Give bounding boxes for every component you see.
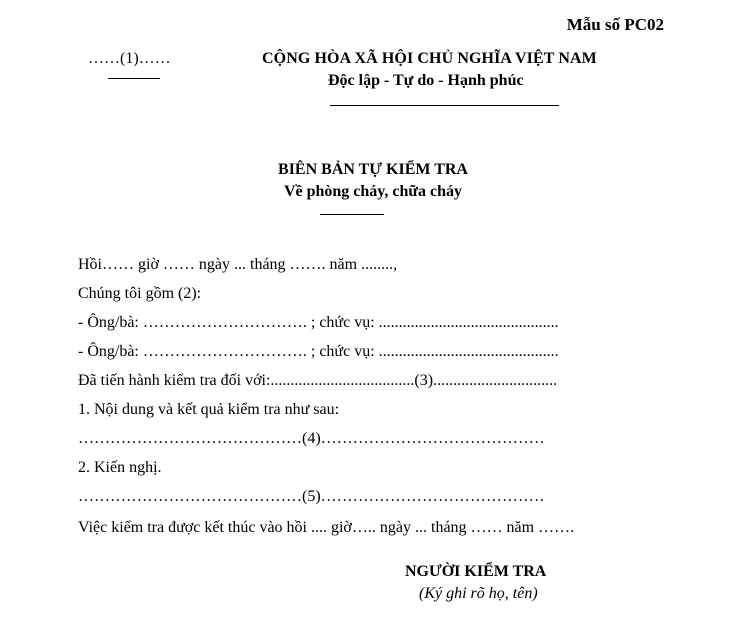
nation-title: CỘNG HÒA XÃ HỘI CHỦ NGHĨA VIỆT NAM: [262, 50, 597, 67]
agency-underline: [108, 78, 160, 79]
document-subtitle: Về phòng cháy, chữa cháy: [283, 183, 463, 200]
agency-name-placeholder: ……(1)……: [88, 50, 171, 67]
members-heading: Chúng tôi gồm (2):: [78, 285, 202, 302]
document-title: BIÊN BẢN TỰ KIỂM TRA: [278, 161, 468, 178]
section-2-content-line: ……………………………………(5)……………………………………: [78, 488, 545, 505]
motto-underline: [330, 105, 559, 106]
member-line-2: - Ông/bà: …………………………. ; chức vụ: .............................................: [78, 343, 559, 360]
member-line-1: - Ông/bà: …………………………. ; chức vụ: .............................................: [78, 314, 559, 331]
signature-title: NGƯỜI KIỂM TRA: [405, 563, 547, 580]
form-code: Mẫu số PC02: [566, 15, 664, 34]
motto: Độc lập - Tự do - Hạnh phúc: [328, 72, 524, 89]
title-underline: [320, 214, 384, 215]
section-1-content-line: ……………………………………(4)……………………………………: [78, 430, 545, 447]
inspection-end-line: Việc kiểm tra được kết thúc vào hồi .... giờ….. ngày ... tháng …… năm …….: [78, 519, 575, 536]
section-2-heading: 2. Kiến nghị.: [78, 459, 162, 476]
inspection-target-line: Đã tiến hành kiểm tra đối với:....................................(3)...............................: [78, 372, 558, 389]
signature-note: (Ký ghi rõ họ, tên): [419, 585, 538, 602]
inspection-time-line: Hồi…… giờ …… ngày ... tháng ……. năm ........,: [78, 256, 398, 273]
section-1-heading: 1. Nội dung và kết quả kiểm tra như sau:: [78, 401, 340, 418]
